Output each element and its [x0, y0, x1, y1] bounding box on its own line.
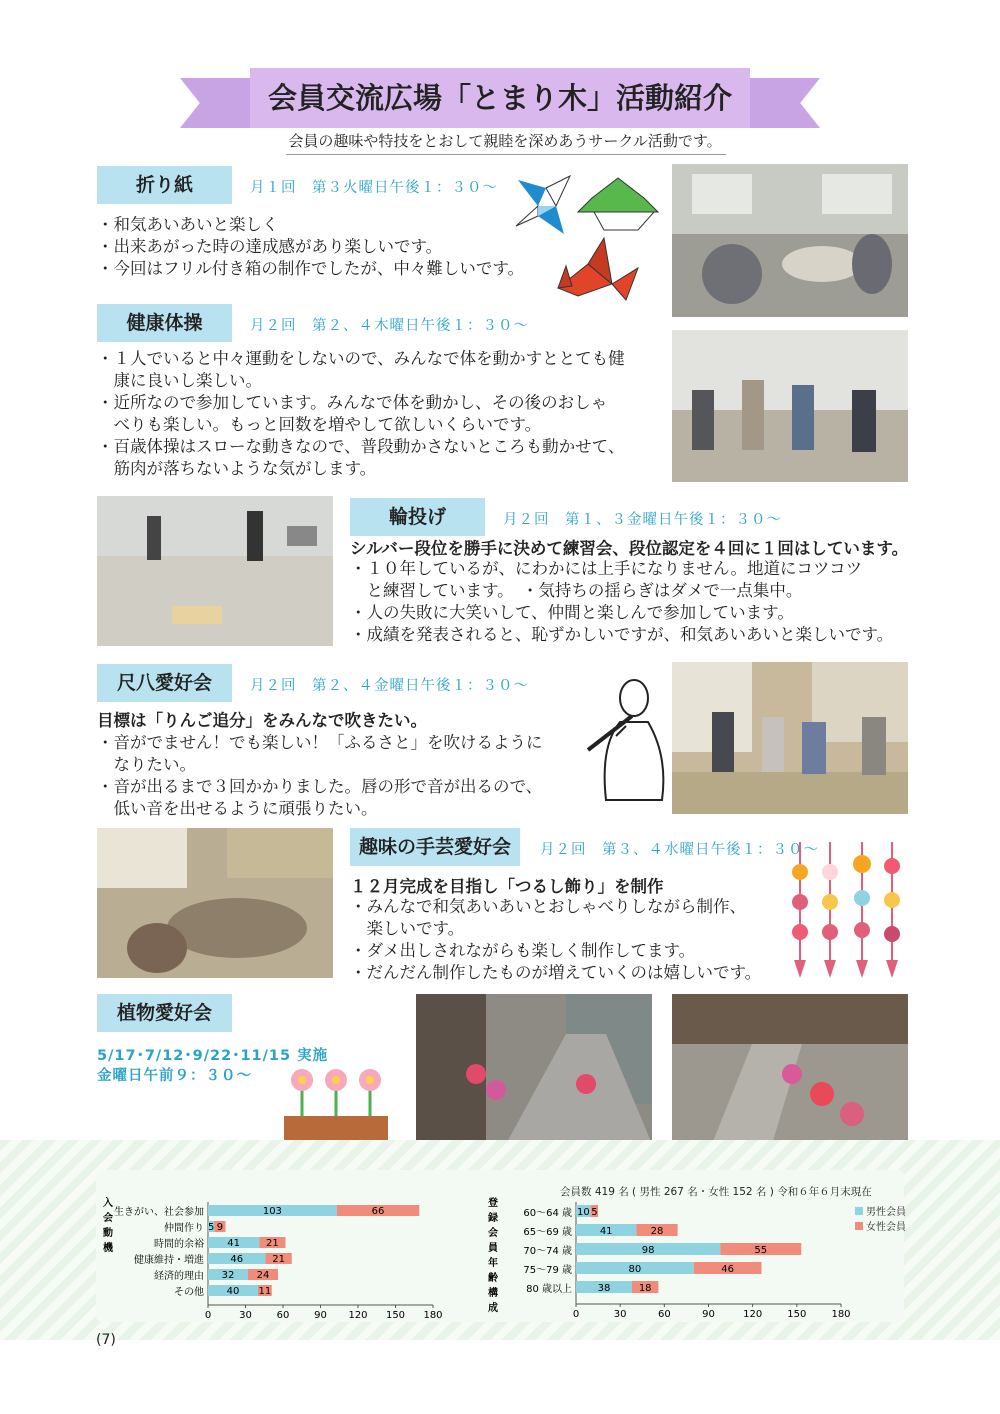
chart-tick-label: 90 — [702, 1309, 715, 1318]
text-line: ・今回はフリル付き箱の制作でしたが、中々難しいです。 — [97, 259, 525, 278]
section-label-shokubutsu: 植物愛好会 — [97, 994, 232, 1032]
flower-icon — [359, 1069, 381, 1118]
chart-tick-label: 150 — [385, 1310, 406, 1318]
chart-title-char: 機 — [103, 1243, 113, 1254]
chart-title-char: 登 — [488, 1198, 498, 1209]
chart-data-label: 21 — [272, 1254, 285, 1265]
chart-tick-label: 60 — [276, 1310, 290, 1318]
text-line: 低い音を出せるように頑張りたい。 — [97, 799, 378, 818]
chart-tick-label: 60 — [657, 1309, 671, 1318]
chart-data-label: 18 — [638, 1283, 652, 1294]
text-line: ・だんだん制作したものが増えていくのは嬉しいです。 — [350, 963, 762, 982]
shugei-text — [350, 896, 761, 984]
photo-origami — [672, 164, 908, 317]
charts-svg — [96, 1190, 876, 1318]
shugei-lead: １２月完成を目指し「つるし飾り」を制作 — [350, 877, 664, 896]
text-line: 楽しいです。 — [350, 919, 465, 938]
photo-wanage — [97, 496, 333, 646]
chart-category-label: 80 歳以上 — [526, 1284, 572, 1295]
member-count-note: 会員数 419 名 ( 男性 267 名・女性 152 名 ) 令和６年６月末現在 — [560, 1186, 872, 1198]
chart-title-char: 齢 — [488, 1273, 498, 1284]
chart-category-label: 健康維持・増進 — [134, 1255, 204, 1266]
chart-tick-label: 180 — [423, 1310, 443, 1318]
text-line: ・和気あいあいと楽しく — [97, 215, 279, 234]
shakuhachi-text — [97, 732, 543, 820]
photo-flowers-1 — [416, 994, 652, 1144]
chart-title-char: 会 — [488, 1228, 498, 1239]
text-line: と練習しています。 ・気持ちの揺らぎはダメで一点集中。 — [350, 581, 803, 600]
text-line: ・人の失敗に大笑いして、仲間と楽しんで参加しています。 — [350, 603, 794, 622]
text-line: ・ダメ出しされながらも楽しく制作してます。 — [350, 941, 696, 960]
chart-title-char: 成 — [488, 1303, 498, 1314]
chart-category-label: 仲間作り — [164, 1223, 204, 1234]
chart-category-label: 65～69 歳 — [523, 1227, 572, 1238]
schedule-shakuhachi: 月２回 第２、４金曜日午後１：３０～ — [250, 678, 529, 694]
chart-data-label: 103 — [262, 1206, 282, 1217]
text-line: べりも楽しい。もっと回数を増やして欲しいくらいです。 — [97, 415, 542, 434]
section-label-origami: 折り紙 — [97, 166, 232, 204]
chart-tick-label: 0 — [572, 1309, 580, 1318]
wanage-text — [350, 558, 893, 646]
text-line: ・百歳体操はスローな動きなので、普段動かさないところも動かせて、 — [97, 437, 625, 456]
page-number: (7) — [96, 1332, 116, 1348]
chart-data-label: 41 — [227, 1238, 240, 1249]
hanging-ornament-icon — [792, 842, 808, 978]
subtitle-underline — [286, 154, 726, 155]
chart-title-char: 年 — [488, 1258, 498, 1269]
origami-text — [97, 214, 524, 280]
chart-category-label: 経済的理由 — [154, 1271, 204, 1282]
chart-category-label: 75～79 歳 — [523, 1265, 572, 1276]
text-line: ・音がでません！でも楽しい！「ふるさと」を吹けるように — [97, 733, 543, 752]
chart-data-label: 46 — [230, 1254, 244, 1265]
photo-taiso — [672, 330, 908, 482]
chart-data-label: 21 — [266, 1238, 279, 1249]
chart-title-char: 入 — [103, 1198, 113, 1209]
chart-tick-label: 120 — [743, 1309, 763, 1318]
chart-title-char: 員 — [488, 1243, 498, 1254]
schedule-shugei: 月２回 第３、４水曜日午後１：３０～ — [540, 842, 819, 858]
tsurushi-kazari-illustration — [786, 842, 906, 980]
chart-tick-label: 30 — [613, 1309, 627, 1318]
photo-shugei — [97, 828, 333, 978]
section-label-taiso: 健康体操 — [97, 304, 232, 342]
flower-icon — [325, 1069, 347, 1118]
chart-title-char: 会 — [103, 1213, 113, 1224]
legend-label-female: 女性会員 — [866, 1222, 906, 1233]
text-line: ・みんなで和気あいあいとおしゃべりしながら制作、 — [350, 897, 746, 916]
chart-data-label: 24 — [256, 1270, 270, 1281]
chart-data-label: 5 — [591, 1207, 598, 1218]
wanage-lead: シルバー段位を勝手に決めて練習会、段位認定を４回に１回はしています。 — [350, 539, 909, 558]
chart-data-label: 11 — [258, 1286, 272, 1297]
shokubutsu-dates: 5/17･7/12･9/22･11/15 実施 — [97, 1048, 329, 1064]
chart-data-label: 10 — [576, 1207, 590, 1218]
chart-title-char: 録 — [488, 1213, 498, 1224]
chart-data-label: 32 — [221, 1270, 235, 1281]
chart-data-label: 5 — [207, 1222, 215, 1233]
page-subtitle: 会員の趣味や特技をとおして親睦を深めあうサークル活動です。 — [270, 128, 740, 154]
chart-data-label: 28 — [650, 1226, 664, 1237]
chart-data-label: 66 — [371, 1206, 385, 1217]
section-label-shakuhachi: 尺八愛好会 — [97, 664, 232, 702]
chart-data-label: 55 — [754, 1245, 768, 1256]
text-line: 康に良いし楽しい。 — [97, 371, 262, 390]
section-label-shugei: 趣味の手芸愛好会 — [350, 828, 520, 866]
flower-icon — [291, 1069, 313, 1118]
taiso-text — [97, 348, 625, 480]
chart-tick-label: 180 — [831, 1309, 851, 1318]
text-line: ・１０年しているが、にわかには上手になりません。地道にコツコツ — [350, 559, 863, 578]
chart-tick-label: 120 — [348, 1310, 368, 1318]
chart-data-label: 46 — [721, 1264, 735, 1275]
hanging-ornament-icon — [884, 842, 900, 978]
shakuhachi-player-illustration — [586, 676, 672, 806]
paper-crane-icon — [558, 238, 638, 300]
legend-label-male: 男性会員 — [866, 1207, 906, 1218]
chart-category-label: 生きがい、社会参加 — [114, 1207, 204, 1218]
schedule-origami: 月１回 第３火曜日午後１：３０～ — [250, 180, 498, 196]
chart-tick-label: 0 — [204, 1310, 212, 1318]
text-line: ・出来あがった時の達成感があり楽しいです。 — [97, 237, 443, 256]
pinwheel-icon — [516, 176, 570, 234]
chart-category-label: 時間的余裕 — [154, 1239, 204, 1250]
chart-category-label: その他 — [174, 1287, 204, 1298]
flower-planter-illustration — [280, 1060, 392, 1144]
shokubutsu-time: 金曜日午前９：３０～ — [97, 1068, 252, 1084]
kabuto-icon — [578, 178, 658, 230]
chart-title-char: 構 — [488, 1288, 498, 1299]
schedule-taiso: 月２回 第２、４木曜日午後１：３０～ — [250, 318, 529, 334]
title-banner — [180, 60, 820, 138]
chart-data-label: 98 — [641, 1245, 655, 1256]
chart-tick-label: 150 — [787, 1309, 807, 1318]
chart-category-label: 60～64 歳 — [523, 1208, 572, 1219]
chart-title-char: 動 — [103, 1228, 113, 1239]
chart-data-label: 40 — [226, 1286, 240, 1297]
page-title: 会員交流広場「とまり木」活動紹介 — [267, 81, 732, 115]
hanging-ornament-icon — [822, 842, 838, 978]
shakuhachi-lead: 目標は「りんご追分」をみんなで吹きたい。 — [97, 711, 427, 730]
section-label-wanage: 輪投げ — [350, 498, 485, 536]
text-line: ・１人でいると中々運動をしないので、みんなで体を動かすととても健 — [97, 349, 625, 368]
chart-tick-label: 30 — [239, 1310, 252, 1318]
chart-category-label: 70～74 歳 — [523, 1246, 572, 1257]
chart-data-label: 38 — [597, 1283, 611, 1294]
photo-shakuhachi — [672, 662, 908, 814]
text-line: なりたい。 — [97, 755, 196, 774]
chart-data-label: 80 — [628, 1264, 642, 1275]
text-line: ・音が出るまで３回かかりました。唇の形で音が出るので、 — [97, 777, 543, 796]
text-line: ・近所なので参加しています。みんなで体を動かし、その後のおしゃ — [97, 393, 608, 412]
schedule-wanage: 月２回 第１、３金曜日午後１：３０～ — [503, 512, 782, 528]
chart-data-label: 41 — [599, 1226, 613, 1237]
chart-data-label: 9 — [216, 1222, 224, 1233]
text-line: ・成績を発表されると、恥ずかしいですが、和気あいあいと楽しいです。 — [350, 625, 894, 644]
chart-tick-label: 90 — [314, 1310, 327, 1318]
origami-illustration — [508, 168, 668, 316]
text-line: 筋肉が落ちないような気がします。 — [97, 459, 377, 478]
photo-flowers-2 — [672, 994, 908, 1144]
hanging-ornament-icon — [853, 842, 871, 978]
